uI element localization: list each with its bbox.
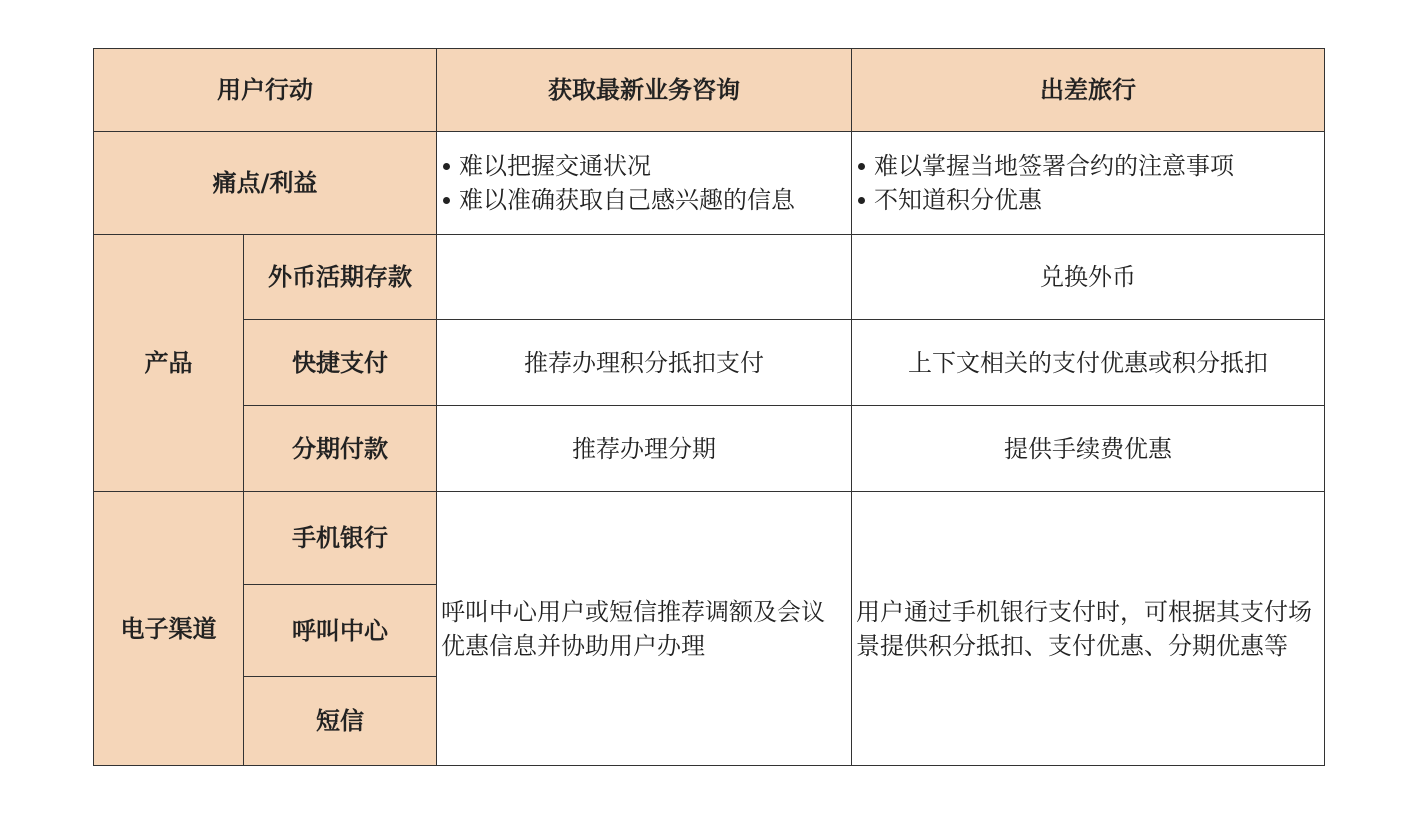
channels-group-label: 电子渠道 <box>94 492 244 766</box>
column-header-business-travel: 出差旅行 <box>852 49 1325 132</box>
list-item: 不知道积分优惠 <box>856 183 1324 217</box>
user-action-header: 用户行动 <box>94 49 437 132</box>
list-item: 难以把握交通状况 <box>441 149 851 183</box>
bullet-list <box>852 149 1324 217</box>
product-cell-business-travel: 兑换外币 <box>852 235 1325 320</box>
pain-points-business-info <box>437 132 852 235</box>
product-name: 分期付款 <box>244 406 437 492</box>
bullet-icon <box>443 163 450 170</box>
list-item: 难以准确获取自己感兴趣的信息 <box>441 183 851 217</box>
bullet-icon <box>858 197 865 204</box>
header-row <box>94 49 1325 132</box>
pain-points-label: 痛点/利益 <box>94 132 437 235</box>
product-cell-business-info <box>437 235 852 320</box>
pain-points-business-travel <box>852 132 1325 235</box>
channel-name: 短信 <box>244 677 437 766</box>
product-cell-business-travel: 提供手续费优惠 <box>852 406 1325 492</box>
product-cell-business-info: 推荐办理积分抵扣支付 <box>437 320 852 406</box>
channel-row <box>94 492 1325 585</box>
product-cell-business-info: 推荐办理分期 <box>437 406 852 492</box>
bullet-icon <box>858 163 865 170</box>
channel-name: 呼叫中心 <box>244 585 437 677</box>
product-name: 外币活期存款 <box>244 235 437 320</box>
product-cell-business-travel: 上下文相关的支付优惠或积分抵扣 <box>852 320 1325 406</box>
journey-matrix-table <box>93 48 1325 766</box>
channel-cell-business-info: 呼叫中心用户或短信推荐调额及会议优惠信息并协助用户办理 <box>437 492 852 766</box>
products-group-label: 产品 <box>94 235 244 492</box>
product-name: 快捷支付 <box>244 320 437 406</box>
pain-points-row <box>94 132 1325 235</box>
product-row <box>94 406 1325 492</box>
list-item: 难以掌握当地签署合约的注意事项 <box>856 149 1324 183</box>
channel-cell-business-travel: 用户通过手机银行支付时，可根据其支付场景提供积分抵扣、支付优惠、分期优惠等 <box>852 492 1325 766</box>
bullet-icon <box>443 197 450 204</box>
product-row <box>94 235 1325 320</box>
channel-name: 手机银行 <box>244 492 437 585</box>
product-row <box>94 320 1325 406</box>
column-header-business-info: 获取最新业务咨询 <box>437 49 852 132</box>
bullet-list <box>437 149 851 217</box>
